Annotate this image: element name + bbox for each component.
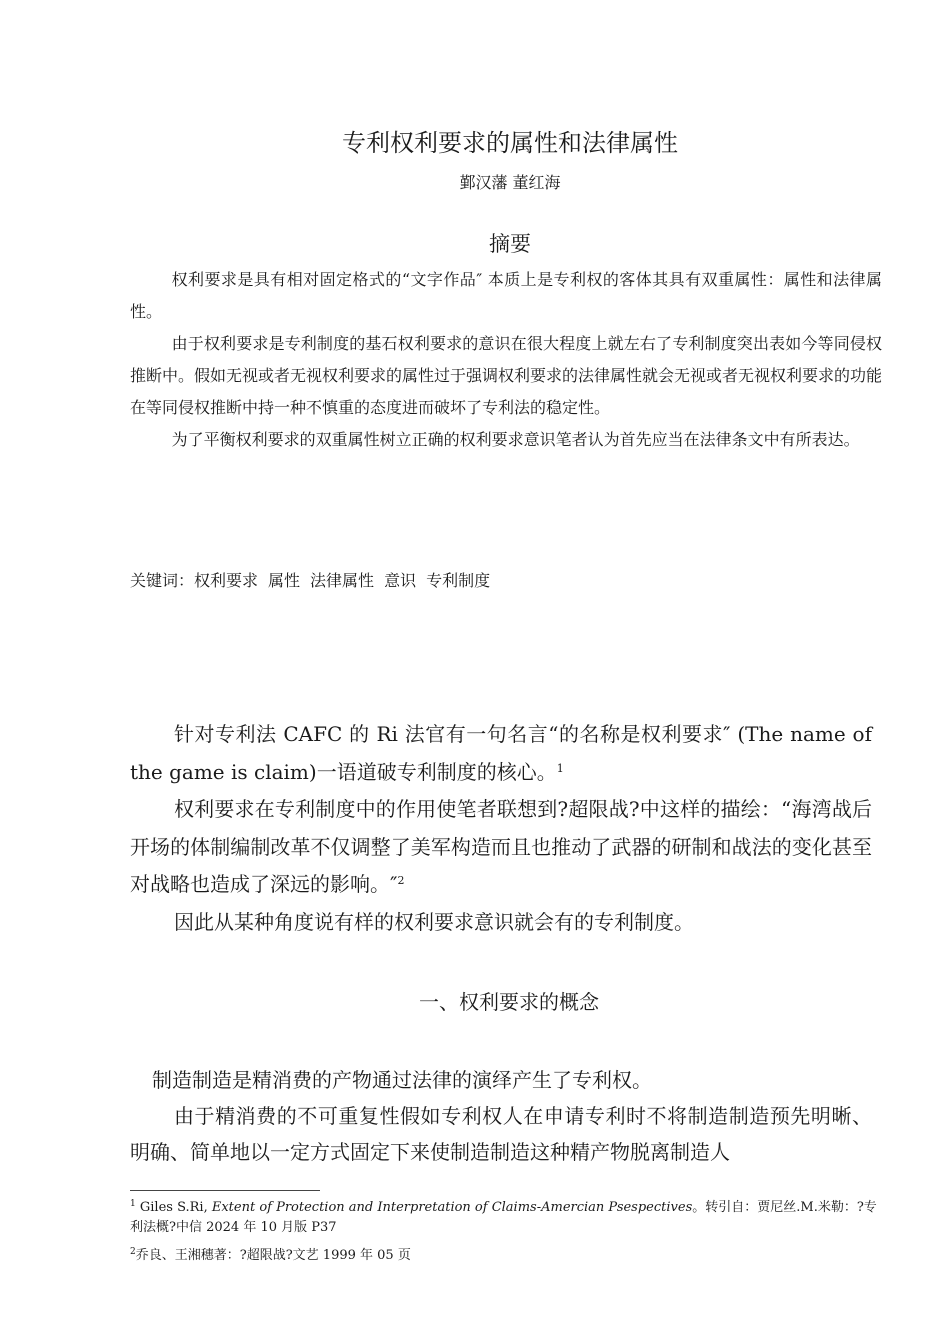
keyword: 法律属性 <box>310 571 375 590</box>
footnote-separator <box>130 1190 320 1191</box>
body-paragraph: 制造制造是精消费的产物通过法律的演绎产生了专利权。 <box>152 1068 652 1092</box>
body-paragraph: 由于精消费的不可重复性假如专利权人在申请专利时不将制造制造预先明晰、明确、简单地以一定方式固定下来使制造制造这种精产物脱离制造人 <box>130 1104 872 1164</box>
section-body <box>130 1062 872 1170</box>
abstract-paragraph: 由于权利要求是专利制度的基石权利要求的意识在很大程度上就左右了专利制度突出表如今等同侵权推断中。假如无视或者无视权利要求的属性过于强调权利要求的法律属性就会无视或者无视权利要求的功能在等同侵权推断中持一种不慎重的态度进而破坏了专利法的稳定性。 <box>130 334 883 417</box>
footnote-work-title: Extent of Protection and Interpretation of Claims-Amercian Psespectives <box>211 1200 693 1215</box>
abstract-body <box>130 264 882 456</box>
paper-title: 专利权利要求的属性和法律属性 <box>342 129 678 157</box>
footnote-ref: 1 <box>556 761 564 775</box>
intro-body <box>130 716 872 941</box>
body-paragraph <box>130 791 872 904</box>
keyword: 权利要求 <box>194 571 259 590</box>
footnote-ref: 2 <box>397 874 405 887</box>
keyword: 属性 <box>268 571 301 590</box>
abstract-heading: 摘要 <box>489 232 531 256</box>
paragraph-text: 权利要求在专利制度中的作用使笔者联想到?超限战?中这样的描绘：“海湾战后开场的体制编制改革不仅调整了美军构造而且也推动了武器的研制和战法的变化甚至对战略也造成了深远的影响。″ <box>130 797 872 896</box>
keywords-label: 关键词： <box>130 571 195 590</box>
footnote-2 <box>130 1246 886 1266</box>
footnote-1 <box>130 1198 886 1238</box>
footnote-text: 乔良、王湘穗著：?超限战?文艺 1999 年 05 页 <box>135 1248 411 1263</box>
footnote-number: 1 <box>130 1199 136 1209</box>
footnote-citation: 。转引自：贾尼丝.M.米勒：?专利法概?中信 2024 年 10 月版 P37 <box>130 1200 877 1235</box>
paragraph-text: 针对专利法 CAFC 的 Ri 法官有一句名言“的名称是权利要求″ (The name of the game is claim)一语道破专利制度的核心。 <box>130 722 872 784</box>
section-heading: 一、权利要求的概念 <box>419 990 599 1014</box>
body-paragraph: 因此从某种角度说有样的权利要求意识就会有的专利制度。 <box>174 909 694 934</box>
body-paragraph <box>130 716 872 791</box>
keywords-line <box>130 568 500 591</box>
authors: 鄞汉藩 董红海 <box>459 173 561 192</box>
footnote-number: 2 <box>130 1247 136 1257</box>
abstract-paragraph: 为了平衡权利要求的双重属性树立正确的权利要求意识笔者认为首先应当在法律条文中有所表达。 <box>171 430 860 449</box>
keyword: 专利制度 <box>426 571 491 590</box>
abstract-paragraph: 权利要求是具有相对固定格式的“文字作品″ 本质上是专利权的客体其具有双重属性：属性和法律属性。 <box>130 270 882 321</box>
footnote-author: Giles S.Ri, <box>139 1200 212 1215</box>
keyword: 意识 <box>384 571 417 590</box>
